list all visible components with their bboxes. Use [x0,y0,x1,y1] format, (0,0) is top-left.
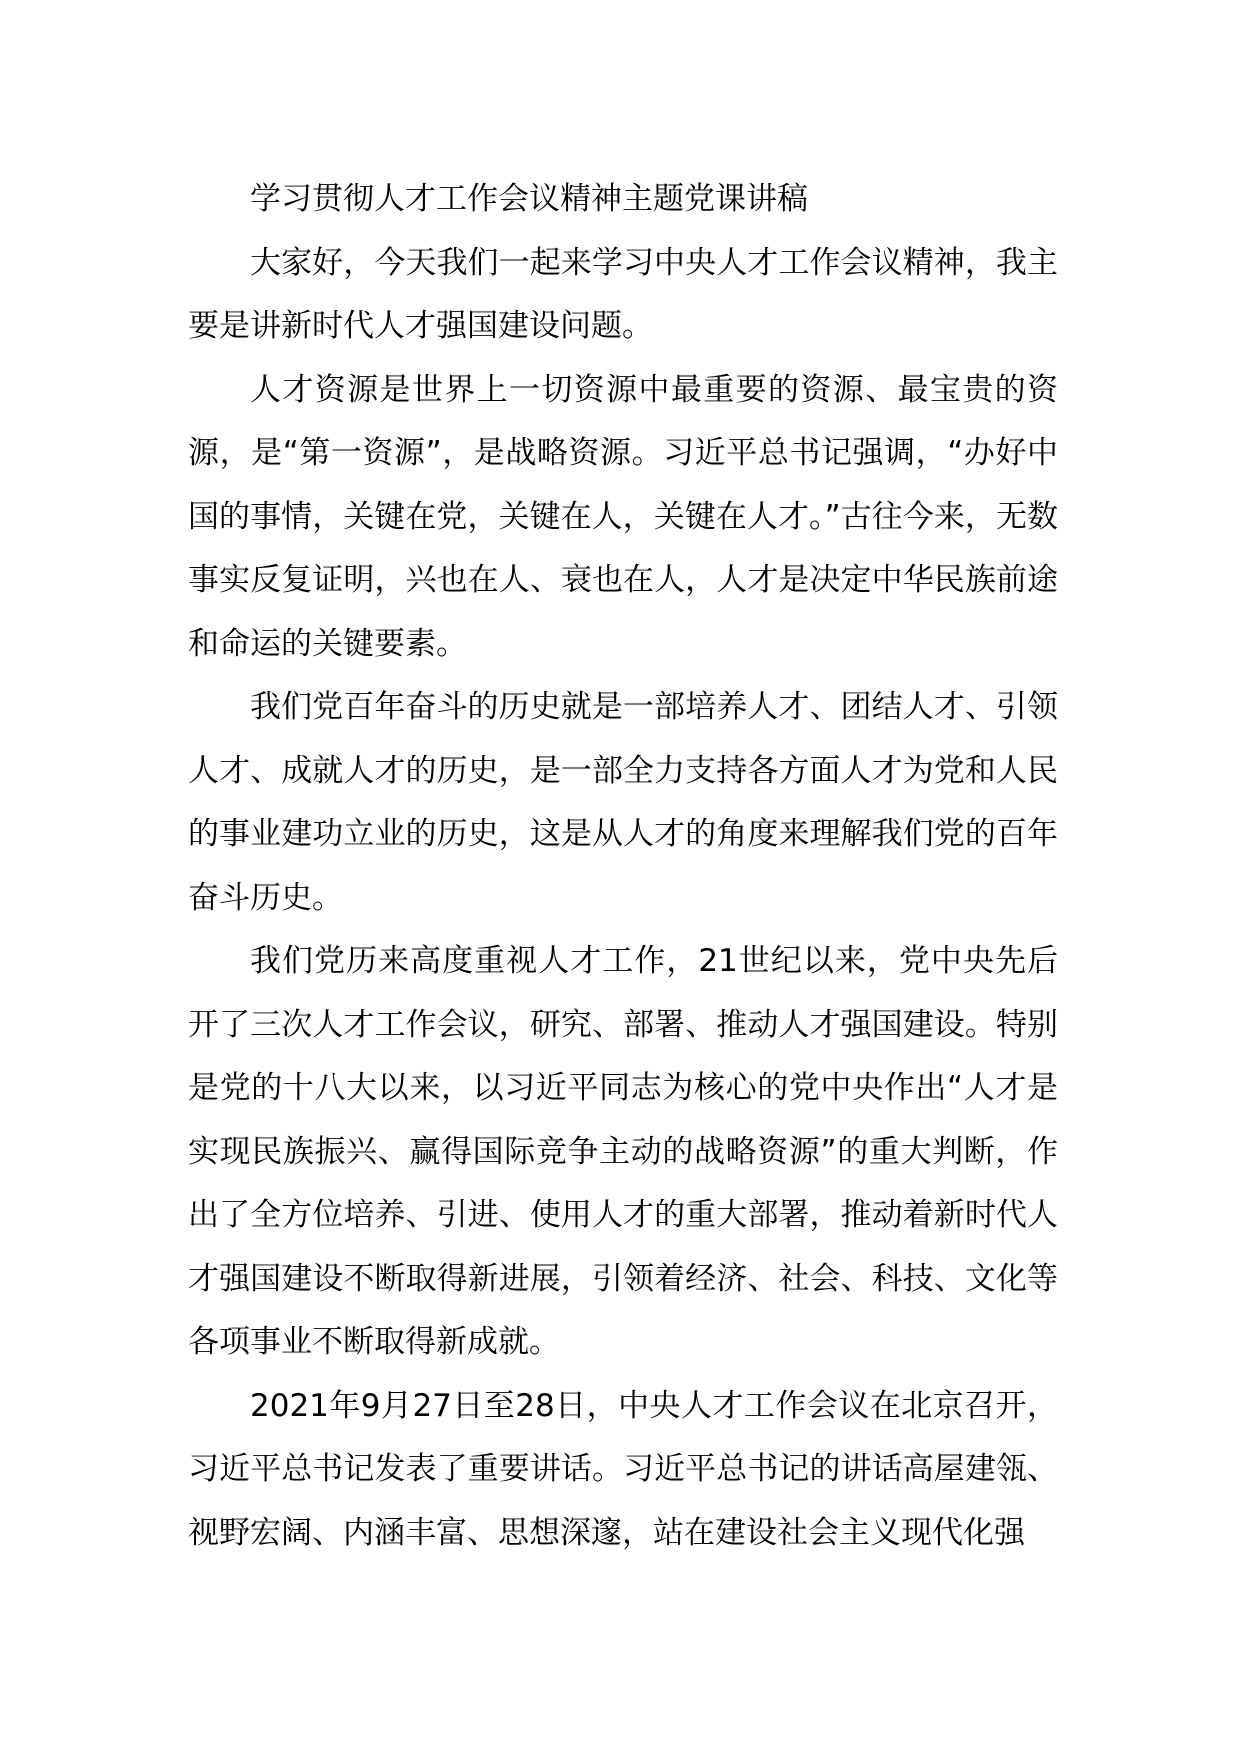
paragraph-talent-resource: 人才资源是世界上一切资源中最重要的资源、最宝贵的资源，是“第一资源”，是战略资源。习近平总书记强调，“办好中国的事情，关键在党，关键在人，关键在人才。”古往今来，无数事实反复证明，兴也在人、衰也在人，人才是决定中华民族前途和命运的关键要素。 [188,371,1058,662]
paragraph-conference: 2021年9月27日至28日，中央人才工作会议在北京召开，习近平总书记发表了重要讲话。习近平总书记的讲话高屋建瓴、视野宏阔、内涵丰富、思想深邃，站在建设社会主义现代化强 [188,1387,1058,1551]
paragraph-party-history: 我们党百年奋斗的历史就是一部培养人才、团结人才、引领人才、成就人才的历史，是一部全力支持各方面人才为党和人民的事业建功立业的历史，这是从人才的角度来理解我们党的百年奋斗历史。 [188,689,1058,916]
paragraph-talent-work: 我们党历来高度重视人才工作，21世纪以来，党中央先后开了三次人才工作会议，研究、部署、推动人才强国建设。特别是党的十八大以来，以习近平同志为核心的党中央作出“人才是实现民族振兴、赢得国际竞争主动的战略资源”的重大判断，作出了全方位培养、引进、使用人才的重大部署，推动着新时代人才强国建设不断取得新进展，引领着经济、社会、科技、文化等各项事业不断取得新成就。 [188,943,1058,1360]
document-body [188,168,1058,1565]
paragraph-intro: 大家好，今天我们一起来学习中央人才工作会议精神，我主要是讲新时代人才强国建设问题。 [188,244,1058,344]
document-title: 学习贯彻人才工作会议精神主题党课讲稿 [250,181,808,217]
